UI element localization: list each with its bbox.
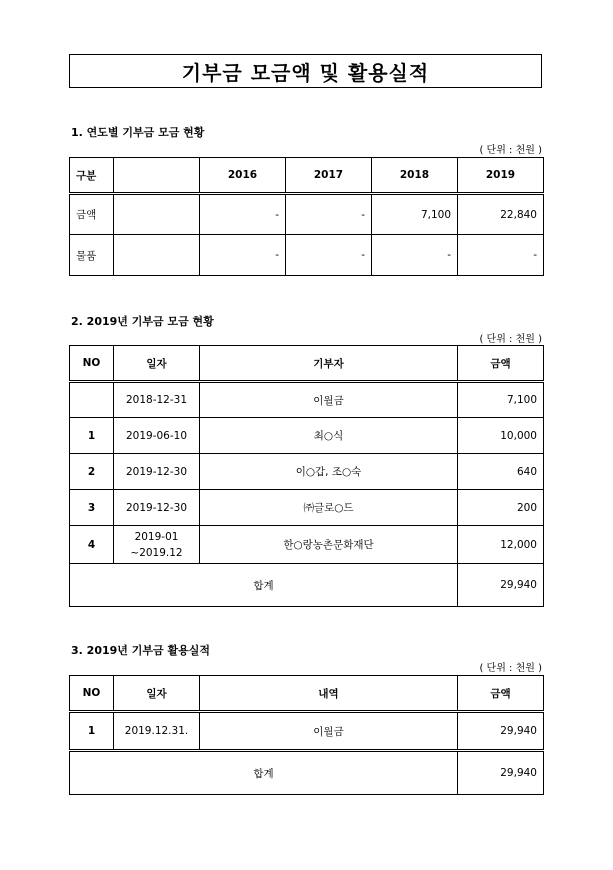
section3-unit: ( 단위 : 천원 ) — [479, 663, 542, 674]
section1-unit: ( 단위 : 천원 ) — [479, 145, 542, 156]
cell-donor: 이○갑, 조○숙 — [200, 454, 458, 490]
cell-no: 1 — [70, 712, 114, 751]
cell: - — [286, 194, 372, 235]
total-label: 합계 — [70, 564, 458, 607]
cell-donor: 한○랑농촌문화재단 — [200, 526, 458, 564]
table-row — [70, 454, 544, 490]
cell-date: 2019-12-30 — [114, 490, 200, 526]
donation-2019-table — [69, 345, 544, 607]
col-no: NO — [70, 346, 114, 382]
cell — [114, 194, 200, 235]
table-row — [70, 194, 544, 235]
table-row — [70, 526, 544, 564]
total-label: 합계 — [70, 751, 458, 795]
cell-no: 3 — [70, 490, 114, 526]
col-category: 구분 — [70, 158, 114, 194]
table-row — [70, 712, 544, 751]
cell-amount: 640 — [458, 454, 544, 490]
cell: - — [286, 235, 372, 276]
col-no: NO — [70, 676, 114, 712]
cell — [114, 235, 200, 276]
cell: - — [458, 235, 544, 276]
table-row — [70, 418, 544, 454]
date-line-1: 2019-01 — [134, 530, 179, 543]
cell-amount: 12,000 — [458, 526, 544, 564]
col-2016: 2016 — [200, 158, 286, 194]
section2-unit: ( 단위 : 천원 ) — [479, 334, 542, 345]
cell-amount: 10,000 — [458, 418, 544, 454]
cell-amount: 29,940 — [458, 712, 544, 751]
col-date: 일자 — [114, 346, 200, 382]
cell-date: 2018-12-31 — [114, 382, 200, 418]
cell-no: 1 — [70, 418, 114, 454]
cell-detail: 이월금 — [200, 712, 458, 751]
cell: 7,100 — [372, 194, 458, 235]
cell: 22,840 — [458, 194, 544, 235]
row-label: 금액 — [70, 194, 114, 235]
total-amount: 29,940 — [458, 751, 544, 795]
row-label: 물품 — [70, 235, 114, 276]
cell-donor: 이월금 — [200, 382, 458, 418]
cell-date: 2019-06-10 — [114, 418, 200, 454]
col-2017: 2017 — [286, 158, 372, 194]
col-detail: 내역 — [200, 676, 458, 712]
cell-date: 2019-12-30 — [114, 454, 200, 490]
col-date: 일자 — [114, 676, 200, 712]
col-2018: 2018 — [372, 158, 458, 194]
cell-no: 2 — [70, 454, 114, 490]
page-title: 기부금 모금액 및 활용실적 — [69, 54, 542, 88]
cell-date — [114, 526, 200, 564]
cell-no — [70, 382, 114, 418]
total-row — [70, 564, 544, 607]
section3-heading: 3. 2019년 기부금 활용실적 — [71, 644, 210, 657]
table-row — [70, 382, 544, 418]
cell-date: 2019.12.31. — [114, 712, 200, 751]
cell-donor: ㈜글로○드 — [200, 490, 458, 526]
cell: - — [200, 235, 286, 276]
yearly-donation-table — [69, 157, 544, 276]
cell-amount: 7,100 — [458, 382, 544, 418]
total-amount: 29,940 — [458, 564, 544, 607]
col-blank — [114, 158, 200, 194]
cell-donor: 최○식 — [200, 418, 458, 454]
cell: - — [200, 194, 286, 235]
col-amount: 금액 — [458, 346, 544, 382]
col-donor: 기부자 — [200, 346, 458, 382]
col-2019: 2019 — [458, 158, 544, 194]
usage-2019-table — [69, 675, 544, 795]
table-row — [70, 490, 544, 526]
cell-amount: 200 — [458, 490, 544, 526]
total-row — [70, 751, 544, 795]
date-line-2: ~2019.12 — [130, 546, 183, 559]
section2-heading: 2. 2019년 기부금 모금 현황 — [71, 315, 214, 328]
col-amount: 금액 — [458, 676, 544, 712]
table-row — [70, 235, 544, 276]
cell-no: 4 — [70, 526, 114, 564]
section1-heading: 1. 연도별 기부금 모금 현황 — [71, 126, 205, 139]
cell: - — [372, 235, 458, 276]
